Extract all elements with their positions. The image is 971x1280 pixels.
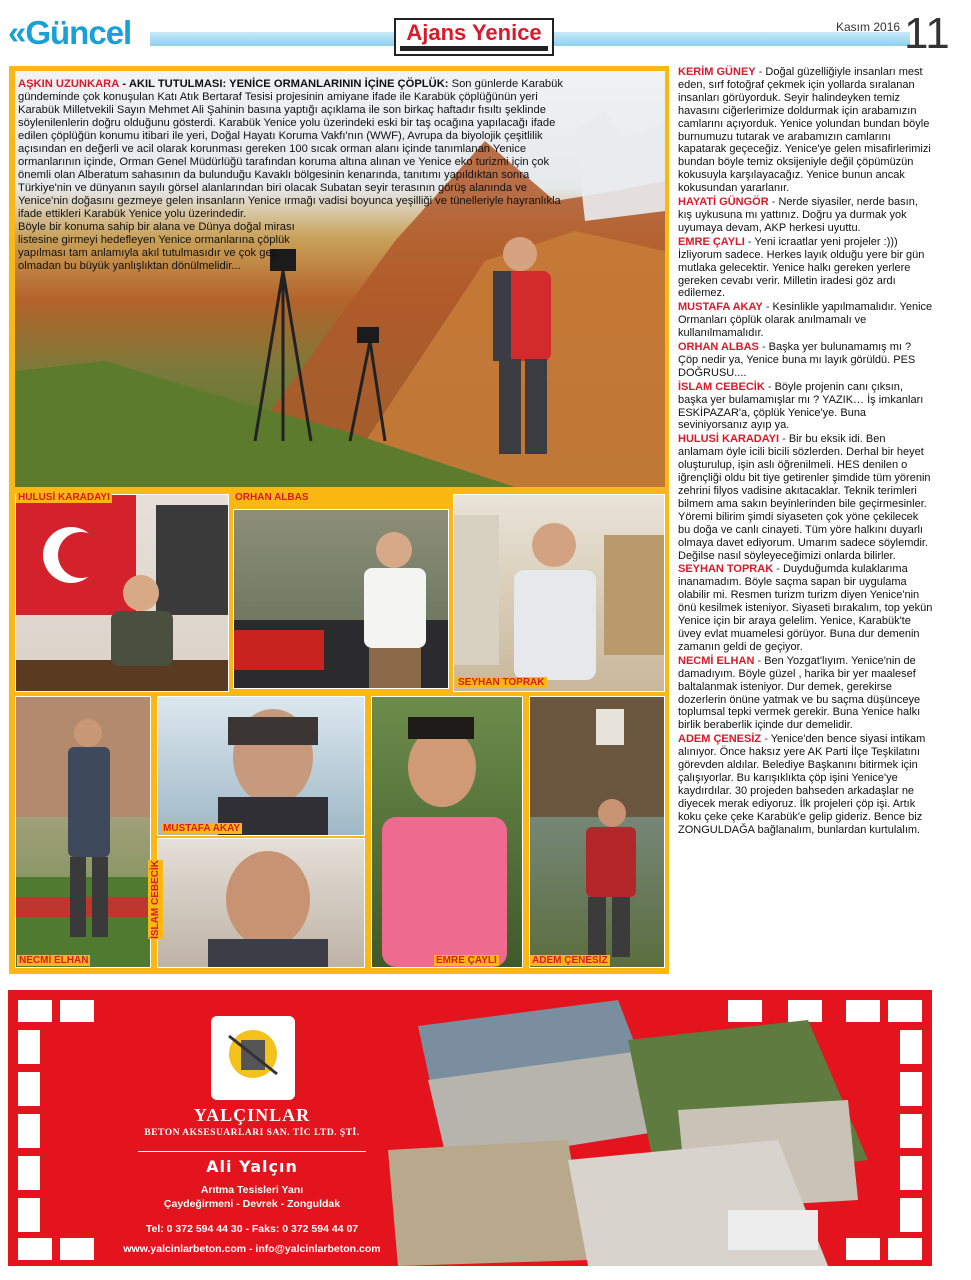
comment-9: ADEM ÇENESİZ - Yenice'den bence siyasi intikam alınıyor. Önce haksız yere AK Parti İlçe Teşkilatını görevden aldılar. Belediye Başkanını bitirmek için çalışıyorlar. Bu karışıklıkta çöp işini Yenice'ye kaydırdılar. 30 projeden bahseden arkadaşlar ne diyecek merak ediyoruz. İlk projeleri çöp işi. Artık koku çeke çeke Karabük'e gelip gideriz. Bence biz ZONGULDAĞA bağlanalım, bunlardan kurtulalım.	[678, 733, 926, 836]
comment-text: Yeni icraatlar yeni projeler :))) İzliyorum sadece. Herkes layık olduğu yere bir gün mutlaka gelecektir. Yenice halkı gereken yerlere gereken cevabı verir. Milletin iradesi göz ardı edilemez.	[678, 235, 925, 300]
comment-8: NECMİ ELHAN - Ben Yozgat'lıyım. Yenice'nin de damadıyım. Böyle güzel , harika bir yer maalesef baltalanmak isteniyor. Dur demek, gerekirse dozerlerin önüne yatmak ve bu saçma düşünceye toplumsal tepki vermek gerekir. Buna Yenice halkı birlik beraberlik içinde dur demelidir.	[678, 654, 921, 732]
commenter-name: HAYATİ GÜNGÖR	[678, 196, 769, 209]
company-subtitle: BETON AKSESUARLARI SAN. TİC LTD. ŞTİ.	[144, 1128, 360, 1138]
caption-islam-cebecik: İSLAM CEBECİK	[150, 860, 161, 939]
comment-text: Duyduğumda kulaklarıma inanamadım. Böyle saçma sapan bir uygulama olabilir mi. Resmen turizm turizm diyen Yenice'nin önü kesilmek isteniyor. Siyaseti bırakalım, top yekün Yenice için bir araya gelelim. Yenice, Karabük'te üvey evlat muamelesi görüyor. Buna dur demenin zamanın geldi de geçiyor.	[678, 563, 933, 653]
photo-hulusi-karadayi	[15, 494, 229, 692]
photo-islam-cebecik	[157, 838, 365, 968]
photo-seyhan-toprak	[453, 494, 665, 692]
village-scene	[530, 697, 664, 967]
shop-scene	[454, 495, 664, 691]
photo-mustafa-akay	[157, 696, 365, 836]
address-line-2: Çaydeğirmeni - Devrek - Zonguldak	[163, 1198, 341, 1210]
phone-fax: Tel: 0 372 594 44 30 - Faks: 0 372 594 44 07	[145, 1223, 359, 1235]
photo-adem-ceneziz	[529, 696, 665, 968]
lead-paragraph	[18, 78, 578, 221]
issue-date: Kasım 2016	[836, 20, 901, 34]
outdoor-scene	[372, 697, 522, 967]
company-name: YALÇINLAR	[193, 1105, 311, 1125]
comment-text: Başka yer bulunamamış mı ? Çöp nedir ya, Yenice buna mı layık görüldü. PES DOĞRUSU....	[678, 341, 916, 379]
comment-text: Kesinlikle yapılmamalıdır. Yenice Ormanları çöplük olarak anılmamalı ve kullanılmamalıdır.	[678, 301, 933, 340]
commenter-name: İSLAM CEBECİK	[678, 380, 765, 393]
comment-4: ORHAN ALBAS - Başka yer bulunamamış mı ? Çöp nedir ya, Yenice buna mı layık görüldü. PES DOĞRUSU....	[678, 341, 916, 379]
comment-3: MUSTAFA AKAY - Kesinlikle yapılmamalıdır. Yenice Ormanları çöplük olarak anılmamalı ve kullanılmamalıdır.	[678, 301, 933, 340]
portrait-scene	[158, 697, 364, 835]
website-email[interactable]: www.yalcinlarbeton.com - info@yalcinlarbeton.com	[123, 1243, 381, 1255]
commenter-name: MUSTAFA AKAY	[678, 301, 763, 314]
masthead-logo	[394, 18, 554, 56]
comment-2: EMRE ÇAYLI - Yeni icraatlar yeni projeler :))) İzliyorum sadece. Herkes layık olduğu yere bir gün mutlaka gelecektir. Yenice halkı gereken yerlere gereken cevabı verir. Milletin iradesi göz ardı edilemez.	[678, 235, 925, 300]
masthead-strip	[400, 46, 548, 51]
flag-office-scene	[16, 495, 228, 691]
car-scene	[234, 510, 448, 688]
comment-text: Böyle projenin canı çıksın, başka yer bulamamışlar mı ? YAZIK… İş imkanları ESKİPAZAR'a, çöplük Yenice'ye. Buna seviniyorsanız ayıp ya.	[678, 380, 924, 432]
comment-text: Ben Yozgat'lıyım. Yenice'nin de damadıyım. Böyle güzel , harika bir yer maalesef baltalanmak isteniyor. Dur demek, gerekirse dozerlerin önüne yatmak ve bu saçma düşünceye toplumsal tepki vermek gerekir. Buna Yenice halkı birlik beraberlik içinde dur demelidir.	[678, 654, 921, 732]
comment-6: HULUSİ KARADAYI - Bir bu eksik idi. Ben anlamam öyle icili bicili sözlerden. Derhal bir heyet oluşturulup, işin aslı öğrenilmeli. HES denilen o iğrençliği oldu bit tiye getirenler şimdide tüm yörenin zehrini filyos vadisine akıtacaklar. Teknik terimleri bilmem ama sakın beyinlerinden bile geçirmesinler. Yöremi bilirim şimdi siyaseten çok yöne çekilecek bu doğa ve canlı cinayeti. Tüm yöre halkını duyarlı olmaya davet ediyorum. Umarım sadece söylemdir. Değilse nasıl söyleyeceğimizi onlarda bilirler.	[678, 433, 931, 562]
logo-emblem-icon	[211, 1016, 295, 1100]
photo-orhan-albas	[233, 509, 449, 689]
caption-emre-cayli: EMRE ÇAYLI	[436, 955, 497, 966]
commenter-name: ADEM ÇENESİZ	[678, 733, 762, 746]
commenter-name: KERİM GÜNEY	[678, 66, 756, 78]
article-body: Son günlerde Karabük gündeminde çok konuşulan Katı Atık Bertaraf Tesisi projesinin amiyane ifade ile Karabük çöplüğünün yeri Karabük Milletvekili Sayın Mehmet Ali Şahinin basına yaptığı açıklama ile son birkaç haftadır fısıltı şeklinde söylenilenlerin doğru olduğunu gösterdi. Karabük Yenice yolu üzerindeki eski bir taş ocağına yapılacağı ifade edilen çöplüğün konumu itibari ile yeri, Doğal Hayatı Koruma Vakfı'nın (WWF), Avrupa da biyolojik çeşitlilik açısından en değerli ve acil olarak korunması gereken 100 sıcak orman alanı içinde tanımlanan Yenice ormanlarının içinde, Orman Genel Müdürlüğü tarafından koruma altına alınan ve Yenice eko turizmi için çok önemli olan Alberatum sahasının da bulunduğu Kavaklı bölgesinin kenarında, tanıtımı yapıldıktan sonra Türkiye'nin ve dünyanın sayılı görsel alanlarından biri olacak Subatan seyir terasının görüş alanında ve Yenice'nin doğasını gezmeye gelen insanların Yenice ırmağı vadisi boyunca yeşilliği ve tünelleriyle hayranlıkla ifade ettikleri Karabük Yenice yolu üzerindedir.	[18, 78, 563, 220]
comment-5: İSLAM CEBECİK - Böyle projenin canı çıksın, başka yer bulamamışlar mı ? YAZIK… İş imkanları ESKİPAZAR'a, çöplük Yenice'ye. Buna seviniyorsanız ayıp ya.	[678, 380, 924, 432]
comment-text: Yenice'den bence siyasi intikam alınıyor. Önce haksız yere AK Parti İlçe Teşkilatını görevden aldılar. Belediye Başkanını bitirmek için çalışıyorlar. Bu karışıklıkta çöp işini Yenice'ye kaydırdılar. 30 projeden bahseden arkadaşlar ne diyecek merak ediyoruz. İlk projeleri çöp işi. Artık koku çeke çeke Karabük'e gelip gideriz. Bence biz ZONGULDAĞA bağlanalım, bunlardan kurtulalım.	[678, 733, 926, 836]
comment-text: Bir bu eksik idi. Ben anlamam öyle icili bicili sözlerden. Derhal bir heyet oluşturulup, işin aslı öğrenilmeli. HES denilen o iğrençliği oldu bit tiye getirenler şimdide tüm yörenin zehrini filyos vadisine akıtacaklar. Teknik terimleri bilmem ama sakın beyinlerinden bile geçirmesinler. Yöremi bilirim şimdi siyaseten çok yöne çekilecek bu doğa ve canlı cinayeti. Tüm yöre halkını duyarlı olmaya davet ediyorum. Umarım sadece söylemdir. Değilse nasıl söyleyeceğimizi onlarda bilirler.	[678, 433, 931, 562]
caption-orhan-albas: ORHAN ALBAS	[235, 492, 309, 503]
comment-7: SEYHAN TOPRAK - Duyduğumda kulaklarıma inanamadım. Böyle saçma sapan bir uygulama olabilir mi. Resmen turizm turizm diyen Yenice'nin önü kesilmek isteniyor. Siyaseti bırakalım, top yekün Yenice için bir araya gelelim. Yenice, Karabük'te üvey evlat muamelesi görüyor. Buna dur demenin zamanın geldi de geçiyor.	[678, 563, 933, 653]
caption-necmi-elhan: NECMİ ELHAN	[19, 955, 89, 966]
commenter-name: EMRE ÇAYLI	[678, 235, 745, 248]
comment-text: Doğal güzelliğiyle insanları mest eden, sırf fotoğraf çekmek için yollarda sıralanan insanları görüyorduk. Seyir halindeyken temiz havasını ciğerlerimize doldurmak için arabamızın camlarını açıyorduk. Yenice yolundan bundan böyle burnumuzu tutarak ve arabamızın camlarını kapatarak geçeceğiz. Yenice'ye gelen misafirlerimizi bundan böyle temiz oksijeniyle değil çöpümüzün kokusuyla karşılayacağız. Yenice bunun ancak kokusundan yararlanır.	[678, 66, 931, 195]
page-header	[0, 0, 971, 62]
caption-mustafa-akay: MUSTAFA AKAY	[163, 823, 241, 834]
caption-adem-ceneziz: ADEM ÇENESİZ	[532, 955, 608, 966]
caption-seyhan-toprak: SEYHAN TOPRAK	[458, 677, 545, 688]
author-name: AŞKIN UZUNKARA	[18, 78, 120, 90]
ad-company-card	[118, 998, 386, 1256]
comment-0: KERİM GÜNEY - Doğal güzelliğiyle insanları mest eden, sırf fotoğraf çekmek için yollarda sıralanan insanları görüyorduk. Seyir halindeyken temiz havasını ciğerlerimize doldurmak için arabamızın camlarını açıyorduk. Yenice yolundan bundan böyle burnumuzu tutarak ve arabamızın camlarını kapatarak geçeceğiz. Yenice'ye gelen misafirlerimizi bundan böyle temiz oksijeniyle değil çöpümüzün kokusuyla karşılayacağız. Yenice bunun ancak kokusundan yararlanır.	[678, 66, 931, 195]
section-title: «Güncel	[8, 14, 132, 51]
article-body-2: Böyle bir konuma sahip bir alana ve Dünya doğal mirası listesine girmeyi hedefleyen Yenice ormanlarına çöplük yapılması tam anlamıyla akıl tutulmasıdır ve çok geç olmadan bu büyük yanlışlıktan dönülmelidir...	[18, 221, 295, 272]
garden-scene	[16, 697, 150, 967]
article-headline: - AKIL TUTULMASI: YENİCE ORMANLARININ İÇİNE ÇÖPLÜK:	[122, 78, 449, 90]
lead-paragraph-2	[18, 221, 318, 273]
address-line-1: Arıtma Tesisleri Yanı	[200, 1184, 304, 1196]
divider	[138, 1151, 366, 1152]
contact-person: Ali Yalçın	[206, 1157, 298, 1176]
page-number: 11	[904, 9, 950, 58]
commenter-name: ORHAN ALBAS	[678, 341, 759, 354]
photo-emre-cayli	[371, 696, 523, 968]
lead-article	[18, 78, 578, 273]
portrait-scene-2	[158, 839, 364, 967]
commenter-name: SEYHAN TOPRAK	[678, 563, 774, 576]
company-logo	[211, 1016, 295, 1100]
advertisement	[8, 990, 932, 1266]
comment-text: Nerde siyasiler, nerde basın, kış uykusuna mı yattınız. Doğru ya durmak yok uyumaya devam, AKP herkesi uyuttu.	[678, 196, 918, 234]
comment-1: HAYATİ GÜNGÖR - Nerde siyasiler, nerde basın, kış uykusuna mı yattınız. Doğru ya durmak yok uyumaya devam, AKP herkesi uyuttu.	[678, 196, 918, 234]
commenter-name: HULUSİ KARADAYI	[678, 433, 780, 446]
masthead-name: Ajans Yenice	[406, 20, 542, 45]
caption-hulusi-karadayi: HULUSİ KARADAYI	[18, 492, 110, 503]
reader-comments-column	[678, 66, 933, 978]
commenter-name: NECMİ ELHAN	[678, 654, 755, 667]
photo-necmi-elhan	[15, 696, 151, 968]
